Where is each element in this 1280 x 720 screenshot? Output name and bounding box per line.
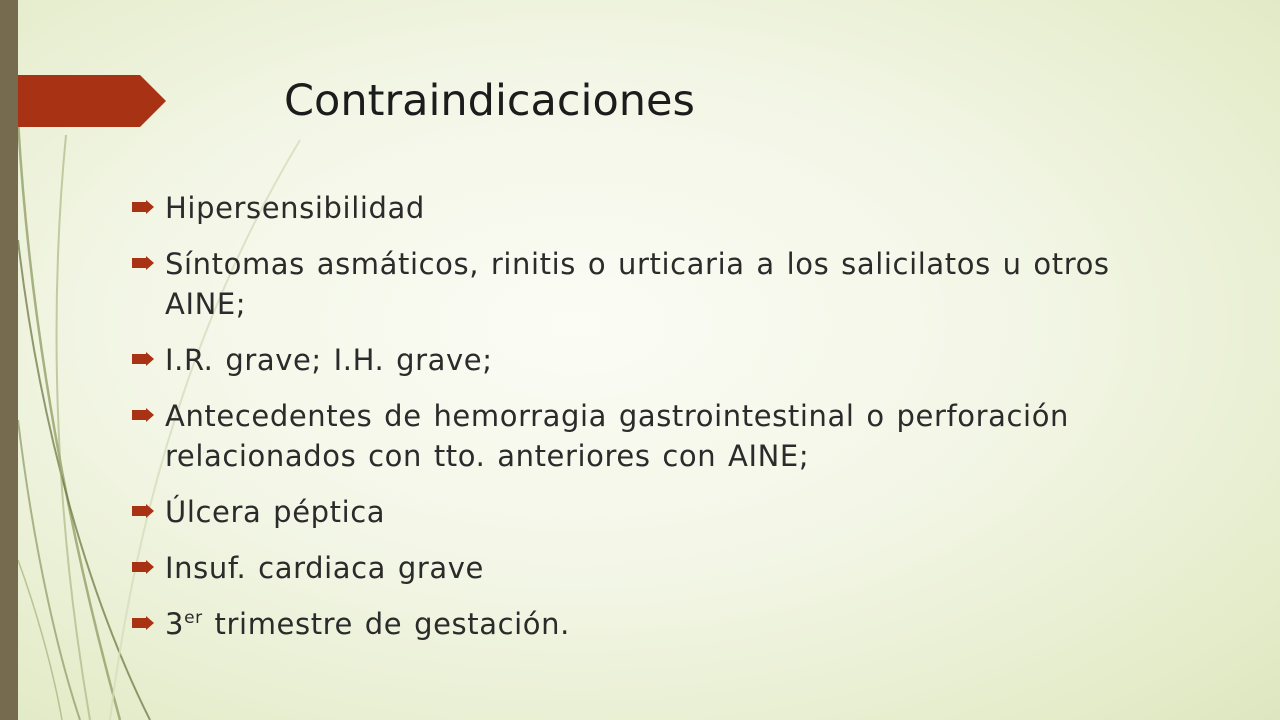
bullet-text: Hipersensibilidad: [165, 191, 425, 225]
bullet-item: [132, 604, 1192, 644]
bullet-item: [132, 340, 1192, 380]
bullet-item: [132, 396, 1192, 476]
title-arrow-icon: [18, 75, 166, 127]
left-accent-bar: [0, 0, 18, 720]
bullet-text-rest: trimestre de gestación.: [202, 607, 570, 641]
bullet-text: Insuf. cardiaca grave: [165, 551, 484, 585]
bullet-item: [132, 188, 1192, 228]
bullet-item: [132, 492, 1192, 532]
arrow-right-icon: [132, 504, 154, 518]
bullet-text: Úlcera péptica: [165, 495, 386, 529]
bullet-item: [132, 548, 1192, 588]
bullet-item: [132, 244, 1192, 324]
bullet-text: Antecedentes de hemorragia gastrointestinal o perforación relacionados con tto. anteriores con AINE;: [165, 399, 1070, 473]
arrow-right-icon: [132, 200, 154, 214]
bullet-text-number: 3: [165, 607, 185, 641]
arrow-right-icon: [132, 616, 154, 630]
bullet-list: [132, 188, 1192, 660]
bullet-superscript: er: [184, 608, 203, 628]
arrow-right-icon: [132, 352, 154, 366]
arrow-right-icon: [132, 408, 154, 422]
bullet-text: Síntomas asmáticos, rinitis o urticaria a los salicilatos u otros AINE;: [165, 247, 1110, 321]
slide-title: Contraindicaciones: [284, 76, 695, 126]
arrow-right-icon: [132, 256, 154, 270]
arrow-right-icon: [132, 560, 154, 574]
bullet-text: [165, 607, 570, 641]
bullet-text: I.R. grave; I.H. grave;: [165, 343, 493, 377]
